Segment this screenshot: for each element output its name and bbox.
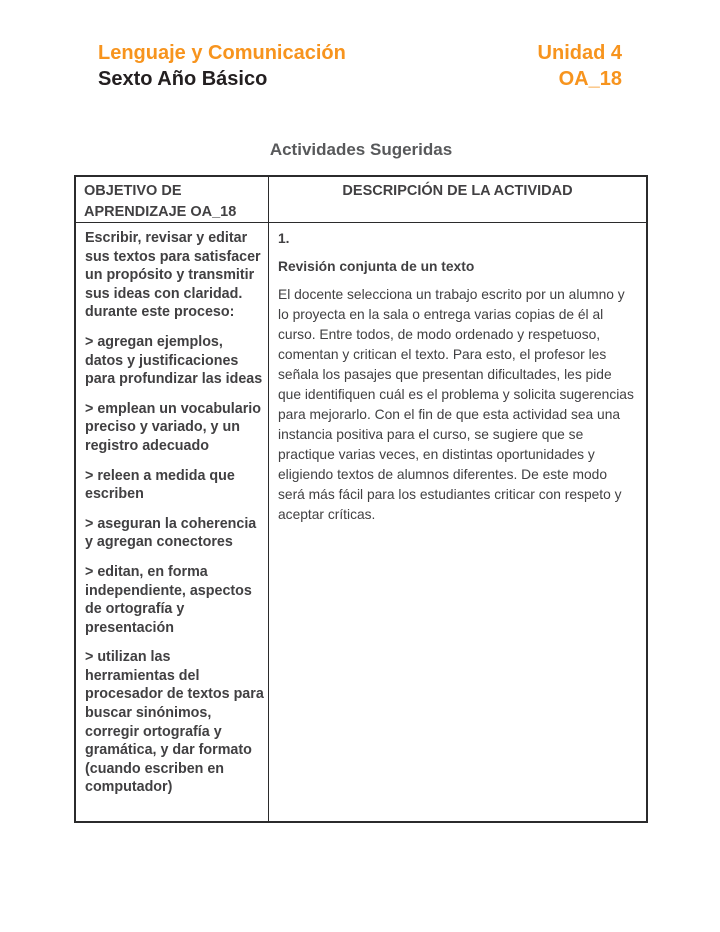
subject-title: Lenguaje y Comunicación — [98, 42, 346, 64]
activity-cell — [269, 223, 646, 821]
objective-cell — [76, 223, 269, 821]
objective-intro: Escribir, revisar y editar sus textos para satisfacer un propósito y transmitir sus ideas con claridad. durante este proceso: — [85, 230, 261, 321]
objective-bullet-5: > editan, en forma independiente, aspectos de ortografía y presentación — [85, 563, 252, 636]
objective-bullet-1: > agregan ejemplos, datos y justificaciones para profundizar las ideas — [85, 333, 263, 388]
document-header-right — [538, 40, 622, 92]
objective-bullet-4: > aseguran la coherencia y agregan conectores — [85, 515, 257, 551]
activity-title: Revisión conjunta de un texto — [278, 259, 475, 274]
activities-table — [74, 175, 648, 823]
activity-description: El docente selecciona un trabajo escrito por un alumno y lo proyecta en la sala o entrega varias copias de él al curso. Entre todos, de modo ordenado y respetuoso, comentan y critican el texto. Para esto, el profesor les señala los pasajes que presentan dificultades, les pide que identifiquen cuál es el problema y solicita sugerencias para mejorarlo. Con el fin de que esta actividad sea una instancia positiva para el curso, se sugiere que se practique varias veces, en distintas oportunidades y eligiendo textos de alumnos diferentes. De este modo será más fácil para los estudiantes criticar con respeto y aceptar críticas. — [278, 287, 634, 522]
column-header-description: DESCRIPCIÓN DE LA ACTIVIDAD — [269, 177, 646, 223]
oa-code-label: OA_18 — [558, 68, 622, 90]
objective-bullet-2: > emplean un vocabulario preciso y variado, y un registro adecuado — [85, 400, 261, 454]
objective-bullet-3: > releen a medida que escriben — [85, 467, 235, 503]
unit-label: Unidad 4 — [537, 42, 622, 64]
activity-number: 1. — [278, 231, 290, 246]
objective-bullet-6: > utilizan las herramientas del procesador de textos para buscar sinónimos, corregir ortografía y gramática, y dar formato (cuando escriben en computador) — [85, 649, 264, 796]
grade-subtitle: Sexto Año Básico — [98, 68, 268, 90]
document-header-left — [98, 40, 346, 92]
page-title: Actividades Sugeridas — [269, 140, 453, 159]
column-header-objective: OBJETIVO DE APRENDIZAJE OA_18 — [76, 177, 269, 223]
